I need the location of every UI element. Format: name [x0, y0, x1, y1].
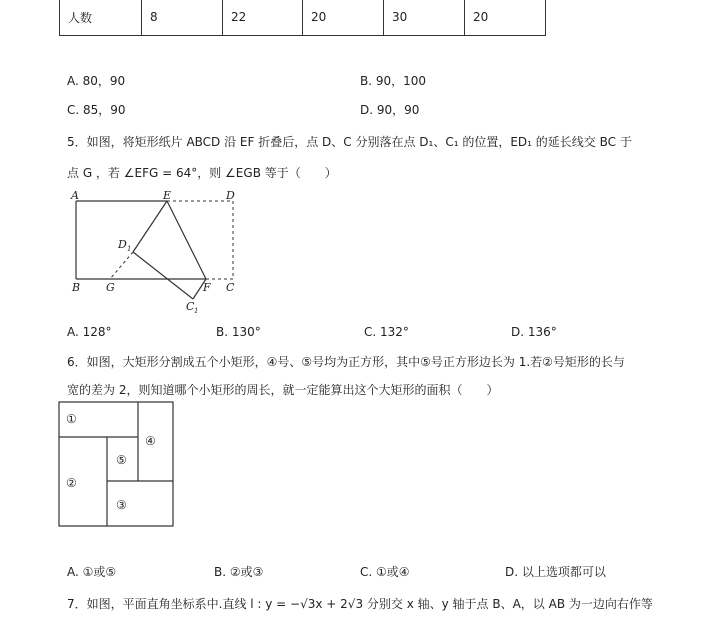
q6-option-a: A. ①或⑤ [67, 565, 117, 579]
q6-text-line1: 6．如图，大矩形分割成五个小矩形，④号、⑤号均为正方形，其中⑤号正方形边长为 1.若②号矩形的长与 [67, 355, 625, 369]
label-region-3: ③ [116, 498, 127, 512]
q6-text-line2: 宽的差为 2，则知道哪个小矩形的周长，就一定能算出这个大矩形的面积（ ） [67, 383, 499, 397]
table-cell: 8 [142, 0, 223, 36]
q5-option-c: C. 132° [364, 325, 409, 339]
table-cell: 22 [223, 0, 303, 36]
q6-rectangle-figure [58, 401, 176, 529]
q4-option-d: D. 90，90 [360, 103, 420, 117]
label-e: E [163, 190, 172, 202]
table-cell: 30 [384, 0, 465, 36]
label-c1: C [186, 300, 195, 313]
table-row [60, 0, 546, 36]
label-d1-sub: 1 [127, 245, 132, 253]
table-cell: 20 [465, 0, 546, 36]
label-a: A [71, 190, 79, 202]
q5-text-line1: 5．如图，将矩形纸片 ABCD 沿 EF 折叠后，点 D、C 分别落在点 D₁、C₁ 的位置，ED₁ 的延长线交 BC 于 [67, 135, 632, 149]
data-table [59, 0, 546, 36]
q5-option-b: B. 130° [216, 325, 261, 339]
dashed-d1g [110, 252, 133, 279]
q5-option-a: A. 128° [67, 325, 112, 339]
label-d: D [226, 190, 235, 202]
label-region-1: ① [66, 412, 77, 426]
edge-ed1 [133, 201, 167, 252]
label-c1-sub: 1 [194, 307, 199, 315]
q6-option-d: D. 以上选项都可以 [505, 565, 606, 579]
label-g: G [106, 281, 115, 294]
q5-option-d: D. 136° [511, 325, 557, 339]
table-header-cell: 人数 [60, 0, 142, 36]
q4-option-c: C. 85，90 [67, 103, 126, 117]
label-region-2: ② [66, 476, 77, 490]
label-b: B [72, 281, 81, 294]
q6-option-b: B. ②或③ [214, 565, 264, 579]
q4-option-a: A. 80，90 [67, 74, 126, 88]
edge-ef [167, 201, 206, 279]
label-c: C [226, 281, 235, 294]
q4-option-b: B. 90，100 [360, 74, 427, 88]
label-region-5: ⑤ [116, 453, 127, 467]
q5-fold-figure [60, 190, 260, 315]
q5-text-line2: 点 G ，若 ∠EFG = 64°，则 ∠EGB 等于（ ） [67, 166, 337, 180]
edge-d1c1 [133, 252, 193, 299]
label-f: F [203, 281, 211, 294]
label-region-4: ④ [145, 434, 156, 448]
label-d1: D [118, 238, 127, 251]
table-cell: 20 [303, 0, 384, 36]
q6-option-c: C. ①或④ [360, 565, 410, 579]
q7-text-line1: 7．如图，平面直角坐标系中.直线 l : y = −√3x + 2√3 分别交 x 轴、y 轴于点 B、A，以 AB 为一边向右作等 [67, 597, 653, 611]
